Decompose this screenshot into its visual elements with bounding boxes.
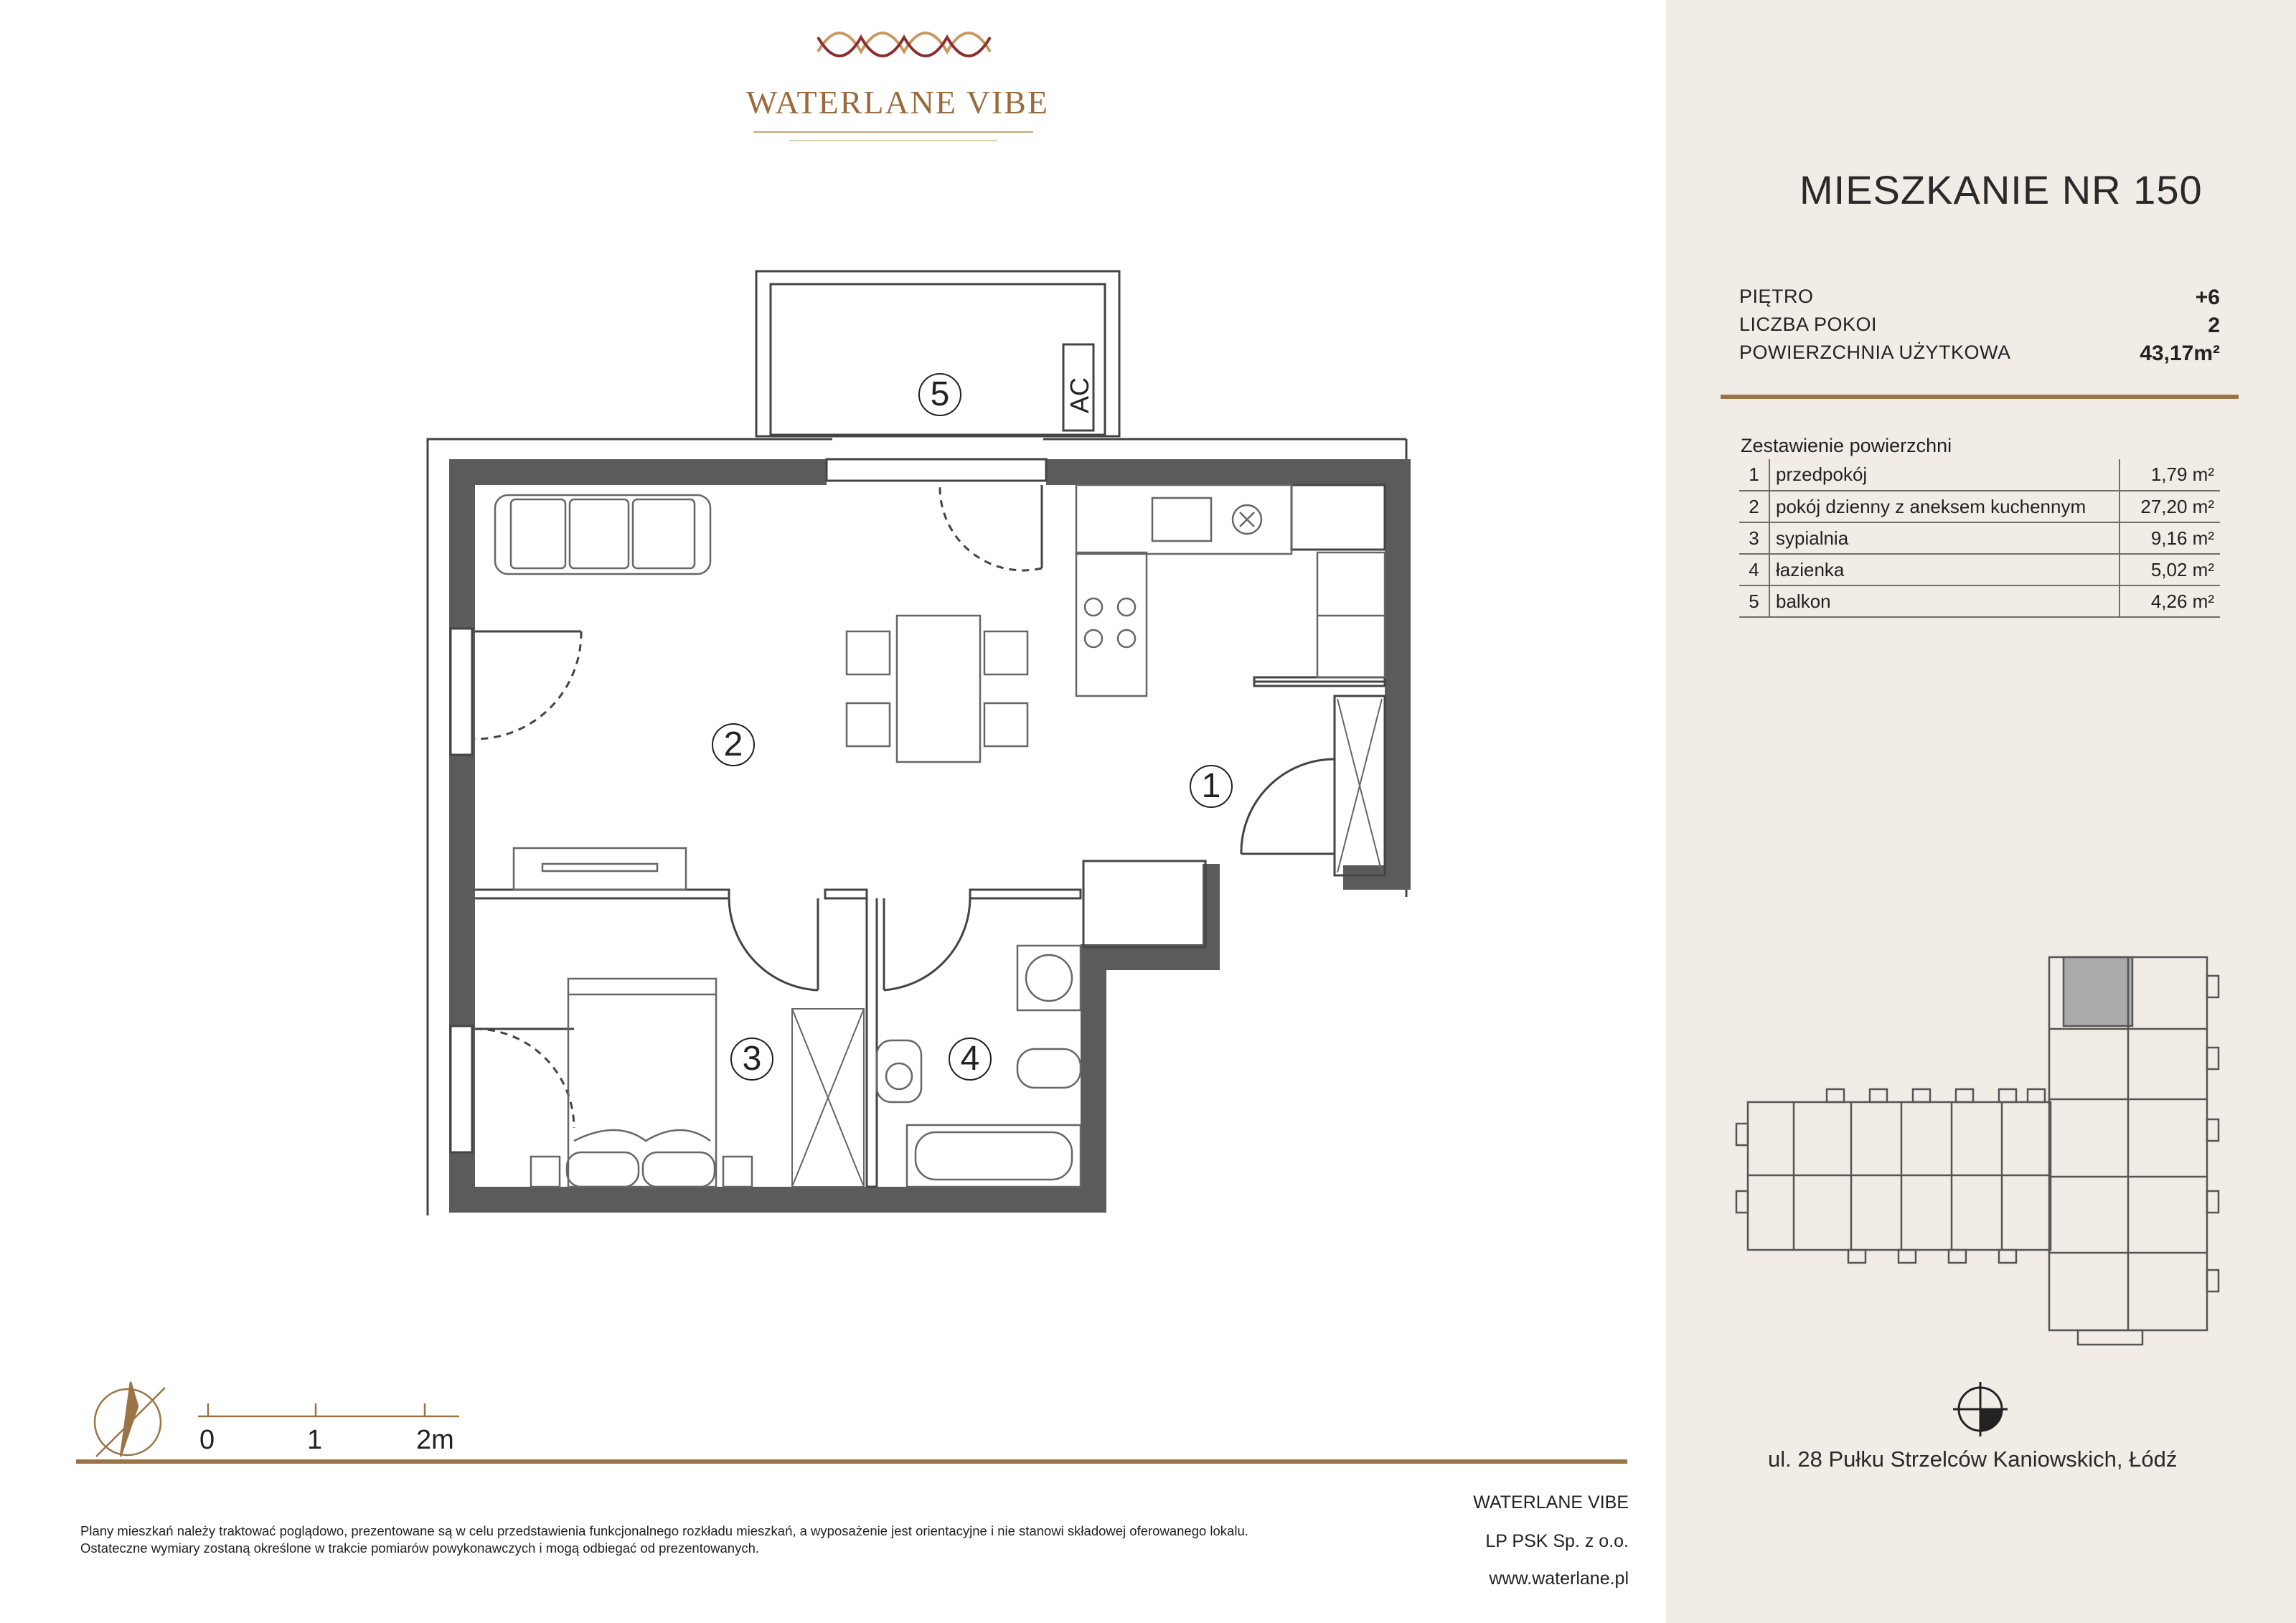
highlighted-apartment bbox=[2064, 957, 2132, 1026]
room-no: 1 bbox=[1739, 459, 1769, 491]
disclaimer-line-1: Plany mieszkań należy traktować poglądowo, prezentowane są w celu przedstawienia funkcjonalnego rozkładu mieszkań, a wyposażenie jest orientacyjne i nie stanowi składowej oferowanego lokalu. bbox=[80, 1523, 1248, 1538]
brand-name: WATERLANE VIBE bbox=[746, 84, 1049, 121]
apartment-title: MIESZKANIE NR 150 bbox=[1799, 167, 2203, 212]
scale-tick-0: 0 bbox=[199, 1425, 215, 1455]
footer-company-2: LP PSK Sp. z o.o. bbox=[1485, 1531, 1629, 1551]
room-label-3: 3 bbox=[730, 1038, 773, 1081]
room-no: 2 bbox=[1739, 491, 1769, 522]
room-area: 27,20 m² bbox=[2119, 491, 2220, 522]
scale-tick-2m: 2m bbox=[416, 1425, 454, 1455]
room-label-5: 5 bbox=[918, 373, 961, 416]
room-area: 5,02 m² bbox=[2119, 554, 2220, 585]
spec-area-label: POWIERZCHNIA UŻYTKOWA bbox=[1739, 342, 2011, 363]
room-no: 3 bbox=[1739, 522, 1769, 554]
spec-rooms-value: 2 bbox=[2208, 314, 2220, 337]
room-name: przedpokój bbox=[1769, 459, 2119, 491]
spec-area-value: 43,17m² bbox=[2140, 342, 2220, 365]
spec-rooms-label: LICZBA POKOI bbox=[1739, 314, 1878, 335]
disclaimer-line-2: Ostateczne wymiary zostaną określone w trakcie pomiarów powykonawczych i mogą odbiegać od prezentowanych. bbox=[80, 1540, 760, 1556]
footer-website[interactable]: www.waterlane.pl bbox=[1489, 1568, 1629, 1589]
footer-company-1: WATERLANE VIBE bbox=[1473, 1492, 1629, 1513]
spec-floor-value: +6 bbox=[2195, 286, 2220, 309]
room-name: łazienka bbox=[1769, 554, 2119, 585]
room-label-4: 4 bbox=[949, 1038, 992, 1081]
room-area: 1,79 m² bbox=[2119, 459, 2220, 491]
compass-icon bbox=[1953, 1382, 2008, 1436]
room-label-2: 2 bbox=[712, 723, 755, 766]
room-name: sypialnia bbox=[1769, 522, 2119, 554]
scale-tick-1: 1 bbox=[307, 1425, 323, 1455]
room-area: 9,16 m² bbox=[2119, 522, 2220, 554]
ac-label: AC bbox=[1065, 377, 1094, 414]
room-label-1: 1 bbox=[1190, 765, 1233, 808]
summary-title: Zestawienie powierzchni bbox=[1741, 435, 1952, 456]
spec-floor-label: PIĘTRO bbox=[1739, 286, 1814, 307]
room-name: balkon bbox=[1769, 585, 2119, 617]
room-name: pokój dzienny z aneksem kuchennym bbox=[1769, 491, 2119, 522]
room-no: 4 bbox=[1739, 554, 1769, 585]
room-area: 4,26 m² bbox=[2119, 585, 2220, 617]
address: ul. 28 Pułku Strzelców Kaniowskich, Łódź bbox=[1768, 1446, 2178, 1472]
room-no: 5 bbox=[1739, 585, 1769, 617]
disclaimer bbox=[80, 1523, 1444, 1557]
